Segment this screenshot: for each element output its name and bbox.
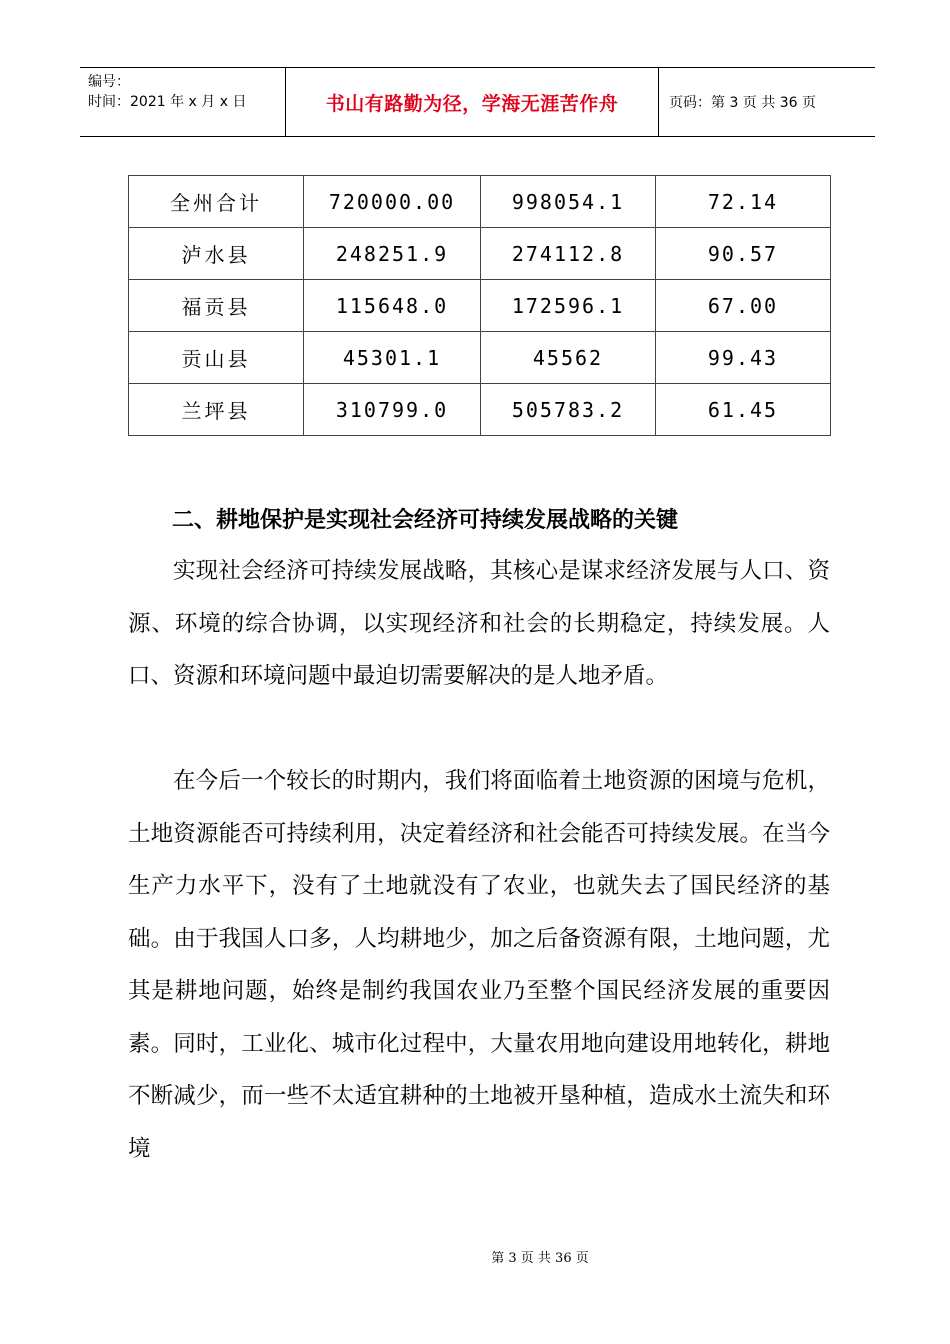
table-cell: 泸水县 [129,228,304,280]
table-cell: 福贡县 [129,280,304,332]
page-header [80,67,875,137]
table-row [129,176,831,228]
table-cell: 115648.0 [304,280,481,332]
table-cell: 全州合计 [129,176,304,228]
table-cell: 505783.2 [481,384,656,436]
table-row [129,280,831,332]
table-cell: 998054.1 [481,176,656,228]
data-table [128,175,831,436]
table-cell: 310799.0 [304,384,481,436]
table-cell: 99.43 [656,332,831,384]
table-cell: 172596.1 [481,280,656,332]
table-row [129,332,831,384]
table-cell: 61.45 [656,384,831,436]
table-cell: 720000.00 [304,176,481,228]
table-cell: 兰坪县 [129,384,304,436]
table-cell: 贡山县 [129,332,304,384]
header-page-number: 页码：第 3 页 共 36 页 [669,95,816,111]
table-cell: 72.14 [656,176,831,228]
table-cell: 67.00 [656,280,831,332]
header-meta [88,72,286,112]
header-motto: 书山有路勤为径，学海无涯苦作舟 [325,92,619,115]
body-paragraph: 在今后一个较长的时期内，我们将面临着土地资源的困境与危机，土地资源能否可持续利用，决定着经济和社会能否可持续发展。在当今生产力水平下，没有了土地就没有了农业，也就失去了国民经济的基础。由于我国人口多，人均耕地少，加之后备资源有限，土地问题，尤其是耕地问题，始终是制约我国农业乃至整个国民经济发展的重要因素。同时，工业化、城市化过程中，大量农用地向建设用地转化，耕地不断减少，而一些不太适宜耕种的土地被开垦种植，造成水土流失和环境 [128,768,830,1162]
section-heading: 二、耕地保护是实现社会经济可持续发展战略的关键 [172,508,679,533]
document-time-label: 时间：2021 年 x 月 x 日 [88,94,247,110]
header-divider [658,68,659,136]
table-cell: 248251.9 [304,228,481,280]
document-number-label: 编号： [88,74,130,90]
table-cell: 90.57 [656,228,831,280]
table-cell: 45562 [481,332,656,384]
table-cell: 45301.1 [304,332,481,384]
page-footer: 第 3 页 共 36 页 [491,1251,589,1266]
table-cell: 274112.8 [481,228,656,280]
body-paragraph: 实现社会经济可持续发展战略，其核心是谋求经济发展与人口、资源、环境的综合协调，以实现经济和社会的长期稳定，持续发展。人口、资源和环境问题中最迫切需要解决的是人地矛盾。 [128,558,830,689]
table-row [129,384,831,436]
table-row [129,228,831,280]
